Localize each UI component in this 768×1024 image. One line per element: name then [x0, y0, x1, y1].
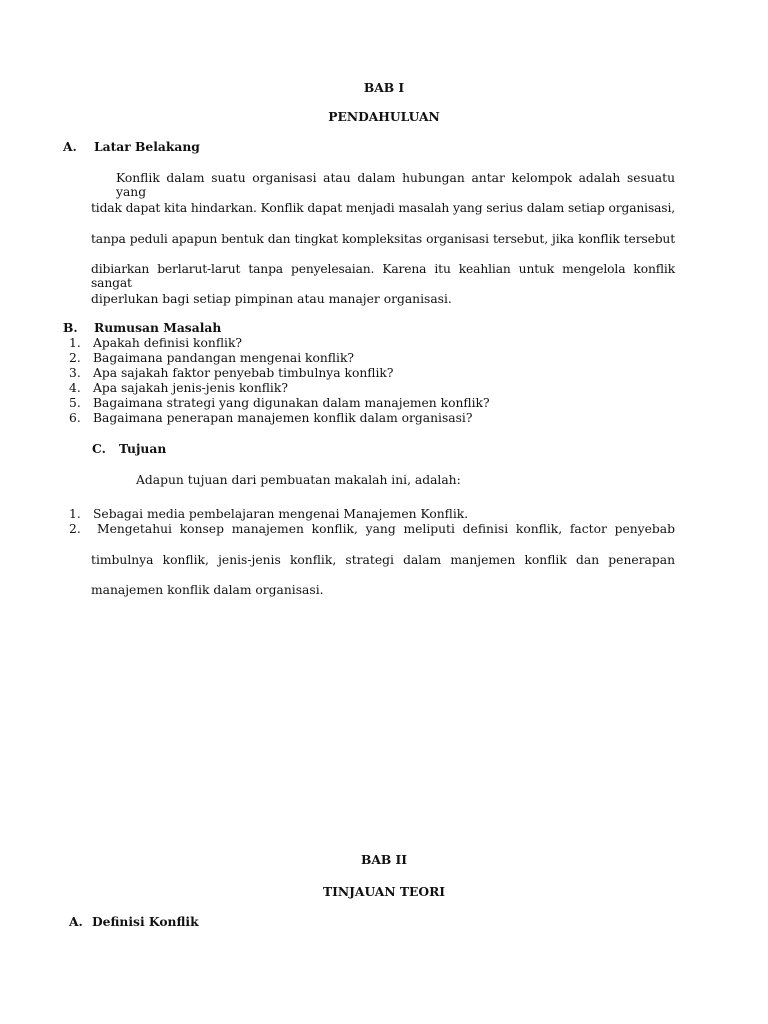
list-number: 1.	[69, 507, 81, 521]
paragraph-line: tidak dapat kita hindarkan. Konflik dapat menjadi masalah yang serius dalam setiap organisasi,	[91, 201, 675, 215]
list-text-line: manajemen konflik dalam organisasi.	[91, 583, 324, 597]
tujuan-intro: Adapun tujuan dari pembuatan makalah ini, adalah:	[136, 473, 461, 487]
list-text-line: Mengetahui konsep manajemen konflik, yang meliputi definisi konflik, factor penyebab	[97, 522, 675, 536]
paragraph-line: Konflik dalam suatu organisasi atau dalam hubungan antar kelompok adalah sesuatu yang	[116, 171, 675, 199]
section-title: Rumusan Masalah	[94, 320, 222, 335]
list-number: 6.	[69, 411, 81, 425]
section-letter: C.	[92, 441, 106, 456]
paragraph-line: diperlukan bagi setiap pimpinan atau manajer organisasi.	[91, 292, 452, 306]
section-title: Latar Belakang	[94, 139, 200, 154]
section-title: Definisi Konflik	[92, 914, 199, 929]
section-letter: A.	[63, 139, 77, 154]
list-text-line: timbulnya konflik, jenis-jenis konflik, strategi dalam manjemen konflik dan penerapan	[91, 553, 675, 567]
paragraph-line: dibiarkan berlarut-larut tanpa penyelesaian. Karena itu keahlian untuk mengelola konflik sangat	[91, 262, 675, 290]
list-number: 4.	[69, 381, 81, 395]
list-text: Apakah definisi konflik?	[93, 336, 243, 350]
list-number: 2.	[69, 351, 81, 365]
list-text: Apa sajakah jenis-jenis konflik?	[93, 381, 288, 395]
list-text: Bagaimana strategi yang digunakan dalam manajemen konflik?	[93, 396, 490, 410]
chapter-title: BAB I	[363, 80, 405, 95]
chapter-subtitle: TINJAUAN TEORI	[322, 884, 446, 899]
list-number: 2.	[69, 522, 81, 536]
chapter-title: BAB II	[360, 852, 408, 867]
list-number: 3.	[69, 366, 81, 380]
list-text: Bagaimana penerapan manajemen konflik dalam organisasi?	[93, 411, 473, 425]
list-text: Bagaimana pandangan mengenai konflik?	[93, 351, 354, 365]
list-number: 5.	[69, 396, 81, 410]
chapter-subtitle: PENDAHULUAN	[328, 109, 440, 124]
list-text: Apa sajakah faktor penyebab timbulnya konflik?	[93, 366, 394, 380]
section-title: Tujuan	[119, 441, 167, 456]
list-number: 1.	[69, 336, 81, 350]
section-letter: A.	[69, 914, 83, 929]
paragraph-line: tanpa peduli apapun bentuk dan tingkat kompleksitas organisasi tersebut, jika konflik tersebut	[91, 232, 675, 246]
section-letter: B.	[63, 320, 78, 335]
list-text: Sebagai media pembelajaran mengenai Manajemen Konflik.	[93, 507, 469, 521]
